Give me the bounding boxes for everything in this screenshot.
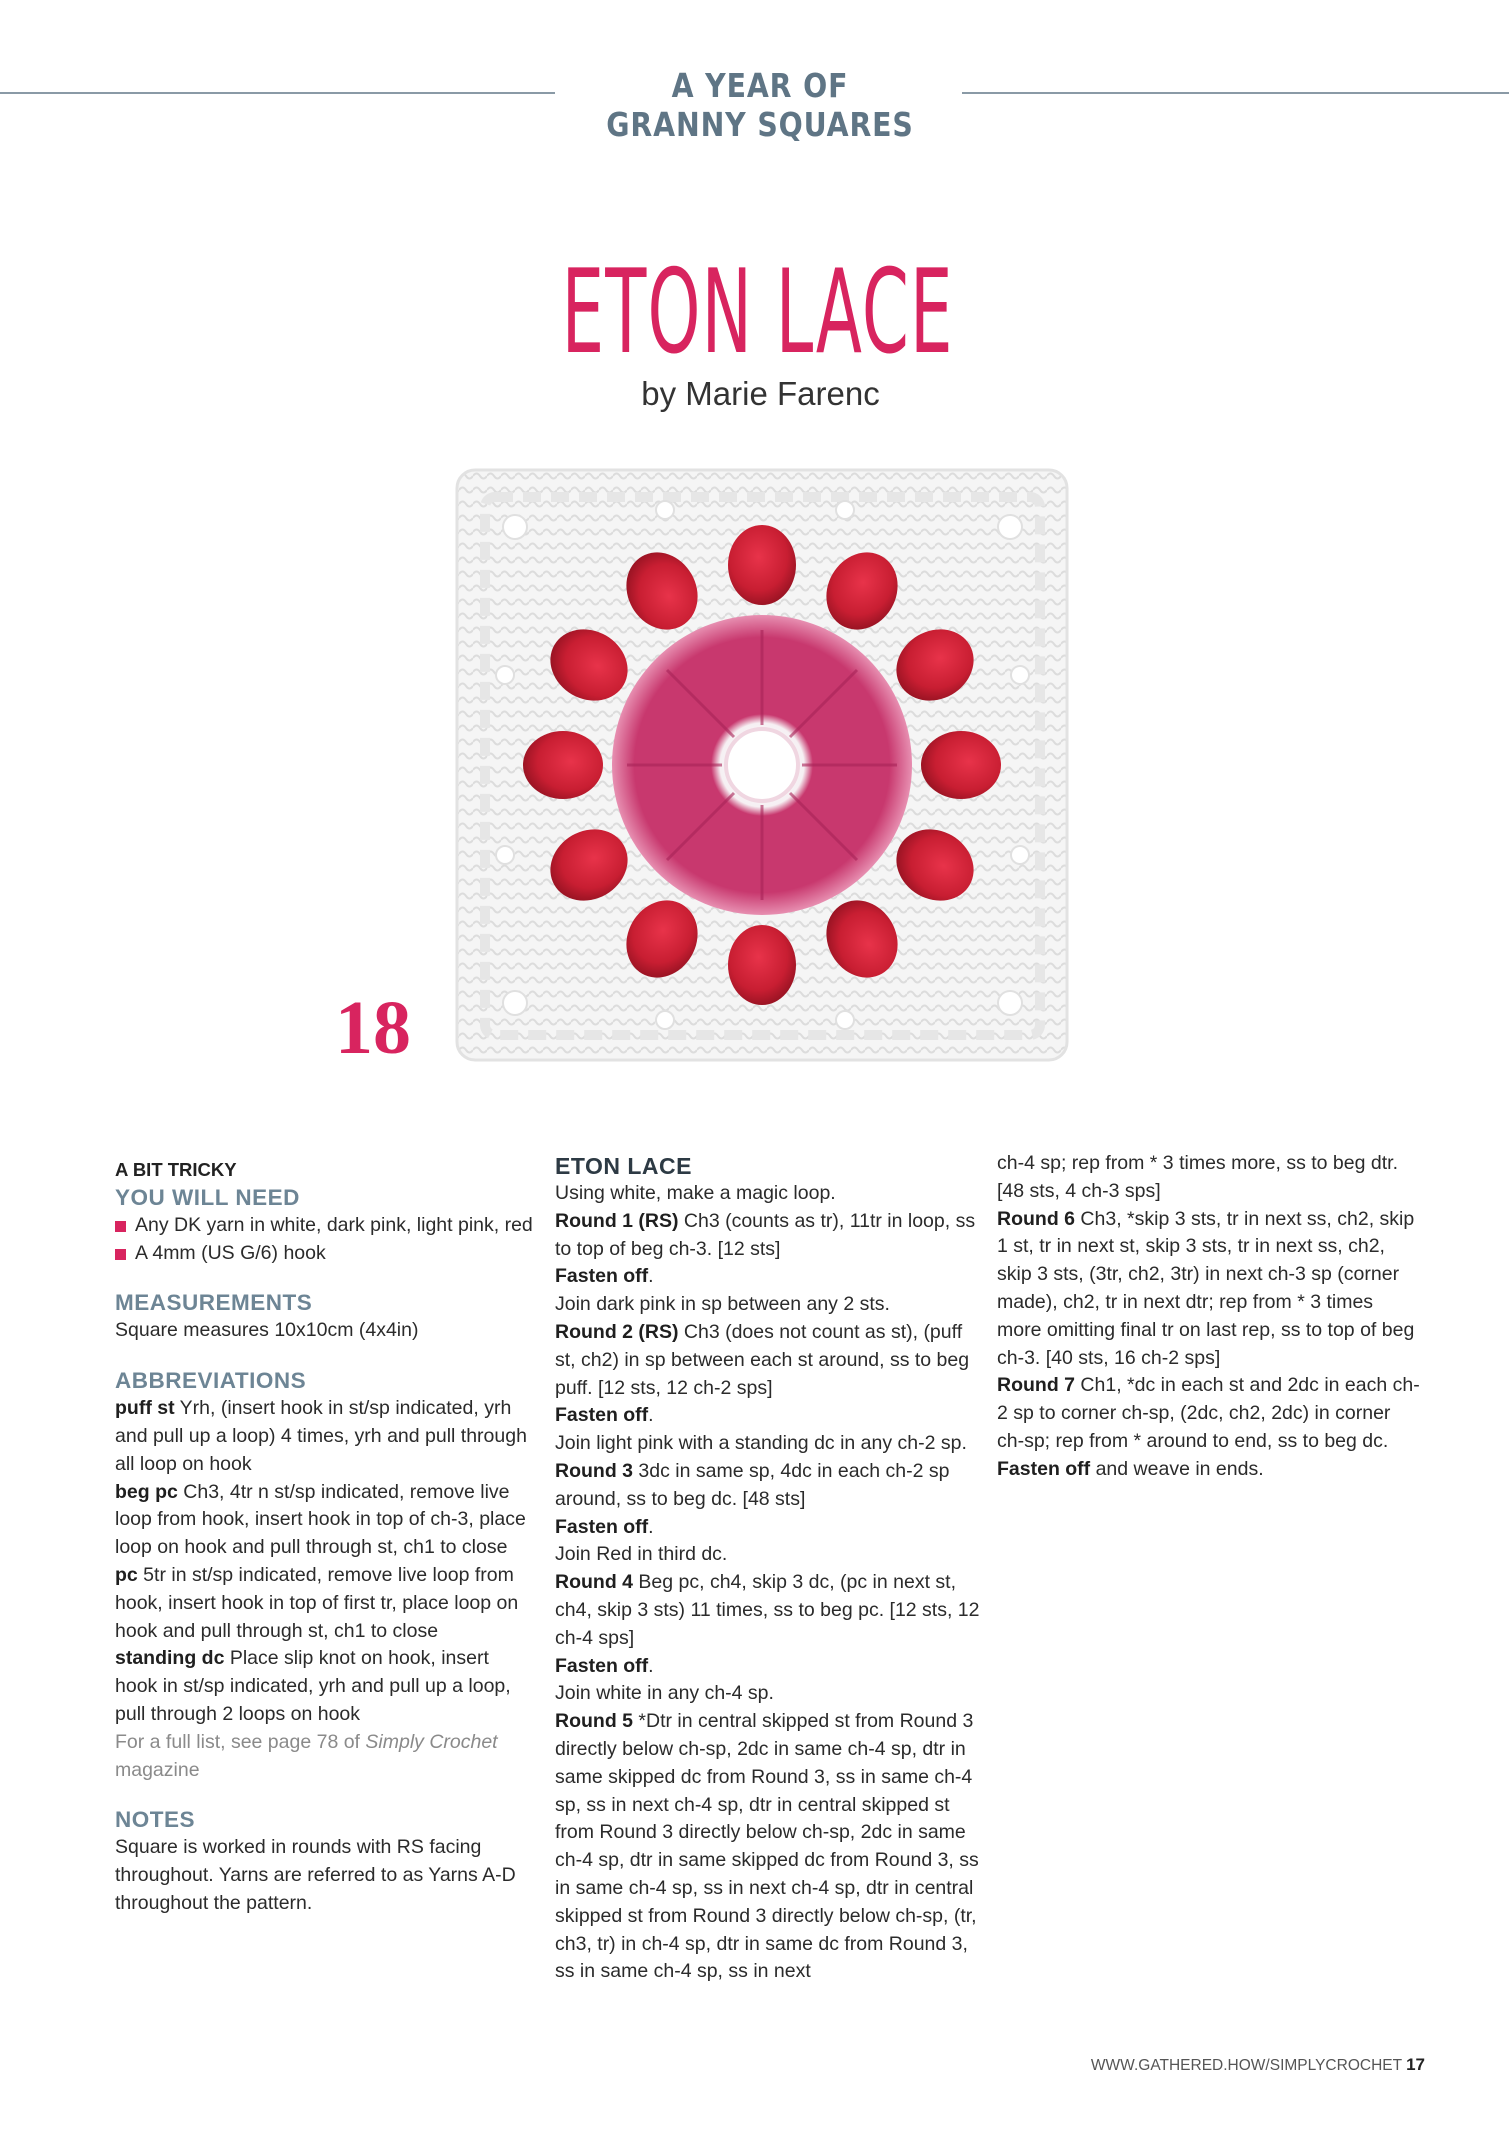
instruction-line: Join Red in third dc. <box>555 1543 728 1566</box>
instruction-line: Join dark pink in sp between any 2 sts. <box>555 1293 890 1316</box>
instruction-line: Round 3 3dc in same sp, 4dc in each ch-2 sp around, ss to beg dc. [48 sts] <box>555 1459 950 1510</box>
page-number: 17 <box>1406 2055 1425 2074</box>
footer-url: WWW.GATHERED.HOW/SIMPLYCROCHET <box>1090 2057 1403 2074</box>
bullet-square-icon <box>115 1221 126 1232</box>
notes-text: Square is worked in rounds with RS facing throughout. Yarns are referred to as Yarns A-D throughout the pattern. <box>115 1836 516 1914</box>
abbreviation-entry: beg pc Ch3, 4tr n st/sp indicated, remove live loop from hook, insert hook in top of ch-3, place loop on hook and pull through st, ch1 to close <box>115 1480 526 1559</box>
column-instructions <box>555 1150 985 1986</box>
abbreviation-entry: puff st Yrh, (insert hook in st/sp indicated, yrh and pull up a loop) 4 times, yrh and pull through all loop on hook <box>115 1397 527 1475</box>
abbreviation-entry: standing dc Place slip knot on hook, insert hook in st/sp indicated, yrh and pull up a loop, pull through 2 loops on hook <box>115 1647 511 1725</box>
difficulty-label: A BIT TRICKY <box>115 1159 237 1180</box>
pattern-title: ETON LACE <box>561 245 954 380</box>
abbreviation-entry: pc 5tr in st/sp indicated, remove live loop from hook, insert hook in top of first tr, place loop on hook and pull through st, ch1 to close <box>115 1563 519 1642</box>
instruction-line: Round 2 (RS) Ch3 (does not count as st), (puff st, ch2) in sp between each st around, ss to beg puff. [12 sts, 12 ch-2 sps] <box>555 1320 970 1399</box>
instructions-heading: ETON LACE <box>555 1153 692 1179</box>
abbreviations-note: For a full list, see page 78 of Simply Crochet magazine <box>115 1730 498 1781</box>
instruction-line: Fasten off. <box>555 1404 654 1427</box>
instruction-line: Fasten off. <box>555 1265 654 1288</box>
instruction-line: Round 1 (RS) Ch3 (counts as tr), 11tr in loop, ss to top of beg ch-3. [12 sts] <box>555 1209 976 1260</box>
materials-item: Any DK yarn in white, dark pink, light pink, red <box>115 1212 535 1240</box>
page-footer <box>1091 2055 1425 2075</box>
instruction-line: ch-4 sp; rep from * 3 times more, ss to beg dtr. [48 sts, 4 ch-3 sps] <box>997 1152 1398 1202</box>
instruction-line: Using white, make a magic loop. <box>555 1182 836 1204</box>
instruction-line: Round 4 Beg pc, ch4, skip 3 dc, (pc in next st, ch4, skip 3 sts) 11 times, ss to beg pc. [12 sts, 12 ch-4 sps] <box>555 1571 980 1649</box>
instruction-line: Fasten off. <box>555 1515 654 1538</box>
instruction-line: Fasten off and weave in ends. <box>997 1457 1264 1480</box>
notes-heading: NOTES <box>115 1807 196 1833</box>
running-header <box>0 60 1509 144</box>
instruction-line: Fasten off. <box>555 1654 654 1677</box>
you-will-need-heading: YOU WILL NEED <box>115 1184 300 1210</box>
abbreviations-heading: ABBREVIATIONS <box>115 1368 307 1394</box>
column-instructions-continued <box>997 1150 1422 1484</box>
column-materials <box>115 1150 535 1918</box>
instruction-line: Round 7 Ch1, *dc in each st and 2dc in each ch-2 sp to corner ch-sp, (2dc, ch2, 2dc) in corner ch-sp; rep from * around to end, ss to beg dc. <box>997 1374 1420 1452</box>
pattern-number: 18 <box>335 986 411 1070</box>
measurements-text: Square measures 10x10cm (4x4in) <box>115 1319 419 1342</box>
series-title: A YEAR OF GRANNY SQUARES <box>606 66 914 144</box>
instruction-line: Round 5 *Dtr in central skipped st from Round 3 directly below ch-sp, 2dc in same ch-4 sp, dtr in same skipped dc from Round 3, ss in same ch-4 sp, ss in next ch-4 sp, dtr in central skipped st from Round 3 directly below ch-sp, 2dc in same ch-4 sp, dtr in same skipped dc from Round 3, ss in same ch-4 sp, ss in next ch-4 sp, dtr in central skipped st from Round 3 directly below ch-sp, (tr, ch3, tr) in ch-4 sp, dtr in same dc from Round 3, ss in same ch-4 sp, ss in next <box>555 1710 979 1983</box>
materials-item: A 4mm (US G/6) hook <box>115 1240 535 1268</box>
instruction-line: Join white in any ch-4 sp. <box>555 1682 774 1705</box>
granny-square-photo <box>445 455 1080 1075</box>
bullet-square-icon <box>115 1249 126 1260</box>
header-rule-right <box>962 92 1509 94</box>
measurements-heading: MEASUREMENTS <box>115 1290 313 1316</box>
instruction-line: Round 6 Ch3, *skip 3 sts, tr in next ss, ch2, skip 1 st, tr in next st, skip 3 sts, tr in next ss, ch2, skip 3 sts, (3tr, ch2, 3tr) in next ch-3 sp (corner made), ch2, tr in next dtr; rep from * 3 times more omitting final tr on last rep, ss to top of beg ch-3. [40 sts, 16 ch-2 sps] <box>997 1207 1415 1369</box>
instruction-line: Join light pink with a standing dc in any ch-2 sp. <box>555 1432 967 1455</box>
pattern-byline: by Marie Farenc <box>641 375 880 412</box>
header-rule-left <box>0 92 555 94</box>
